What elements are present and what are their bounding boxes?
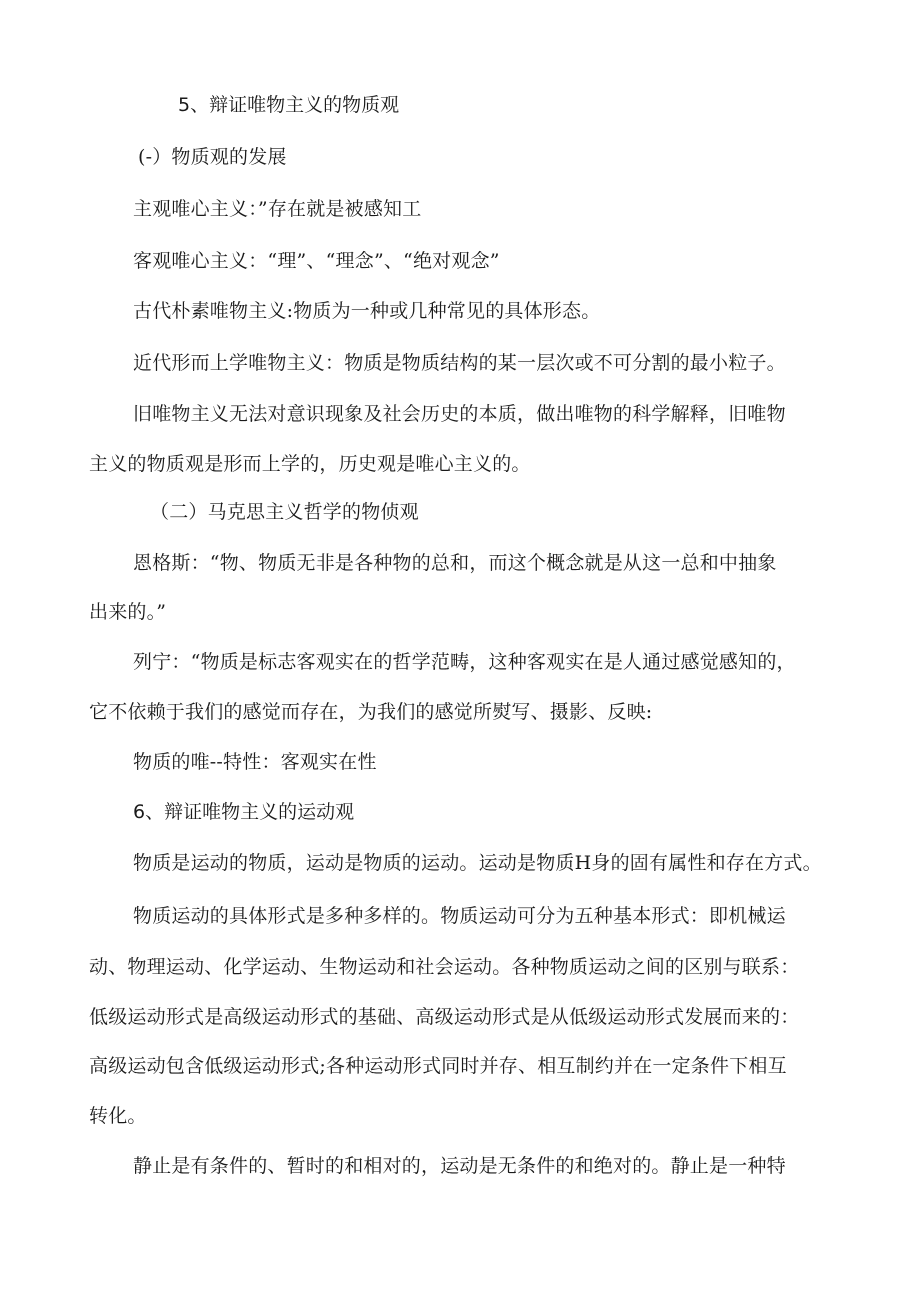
paragraph-line: 物质的唯--特性：客观实在性 [133, 751, 377, 773]
paragraph-line: 静止是有条件的、暂时的和相对的，运动是无条件的和绝对的。静止是一种特 [133, 1155, 786, 1177]
section-heading-motion: 6、辩证唯物主义的运动观 [133, 801, 355, 823]
paragraph-line: 转化。 [89, 1105, 147, 1127]
paragraph-line: 低级运动形式是高级运动形式的基础、高级运动形式是从低级运动形式发展而来的： [89, 1006, 800, 1028]
paragraph-line: 出来的。” [89, 601, 167, 623]
paragraph-line: 物质运动的具体形式是多种多样的。物质运动可分为五种基本形式：即机械运 [133, 905, 786, 927]
paragraph-line: 动、物理运动、化学运动、生物运动和社会运动。各种物质运动之间的区别与联系： [89, 956, 800, 978]
subsection-title-development: (-）物质观的发展 [138, 146, 287, 168]
paragraph-line: 近代形而上学唯物主义：物质是物质结构的某一层次或不可分割的最小粒子。 [133, 352, 786, 374]
section-heading-materialism: 5、辩证唯物主义的物质观 [178, 94, 400, 116]
paragraph-line: 主义的物质观是形而上学的，历史观是唯心主义的。 [89, 453, 531, 475]
paragraph-line: 旧唯物主义无法对意识现象及社会历史的本质，做出唯物的科学解释，旧唯物 [133, 403, 786, 425]
paragraph-line: 主观唯心主义：”存在就是被感知工 [133, 198, 422, 220]
paragraph-line: 古代朴素唯物主义:物质为一种或几种常见的具体形态。 [133, 300, 601, 322]
paragraph-line: 恩格斯：“物、物质无非是各种物的总和，而这个概念就是从这一总和中抽象 [133, 552, 777, 574]
subsection-title-marxist: （二）马克思主义哲学的物侦观 [150, 501, 419, 523]
paragraph-line: 高级运动包含低级运动形式;各种运动形式同时并存、相互制约并在一定条件下相互 [89, 1055, 787, 1077]
paragraph-line: 列宁：“物质是标志客观实在的哲学范畴，这种客观实在是人通过感觉感知的， [133, 651, 796, 673]
paragraph-line: 客观唯心主义：“理”、“理念”、“绝对观念” [133, 250, 500, 272]
paragraph-line: 物质是运动的物质，运动是物质的运动。运动是物质H身的固有属性和存在方式。 [133, 852, 822, 874]
paragraph-line: 它不依赖于我们的感觉而存在，为我们的感觉所熨写、摄影、反映: [89, 701, 653, 723]
